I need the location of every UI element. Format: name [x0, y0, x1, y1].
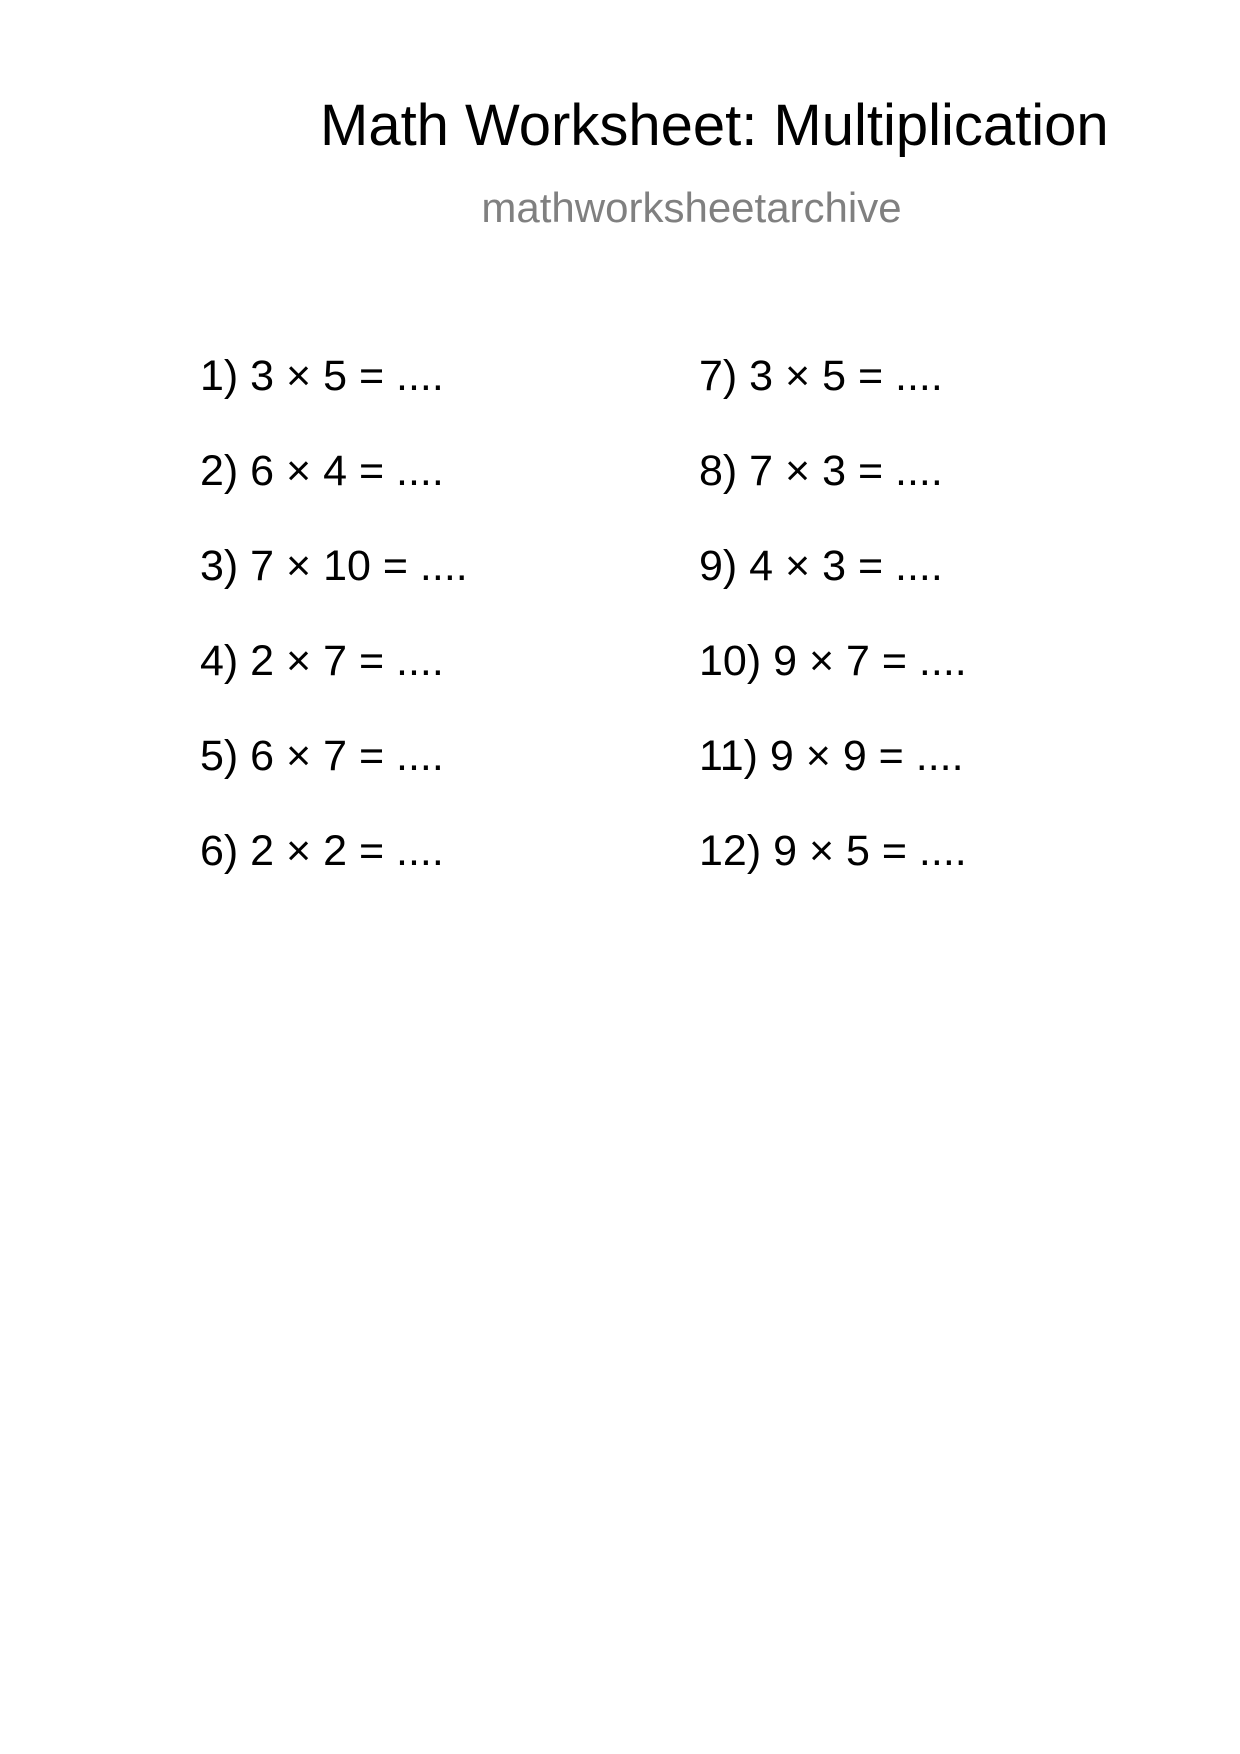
- problem-2: 2) 6 × 4 = ....: [200, 447, 444, 495]
- problem-8: 8) 7 × 3 = ....: [699, 447, 943, 495]
- problem-1: 1) 3 × 5 = ....: [200, 352, 444, 400]
- problem-10: 10) 9 × 7 = ....: [699, 637, 967, 685]
- problem-column-right: [699, 350, 967, 920]
- problem-6: 6) 2 × 2 = ....: [200, 827, 444, 875]
- problem-5: 5) 6 × 7 = ....: [200, 732, 444, 780]
- problem-9: 9) 4 × 3 = ....: [699, 542, 943, 590]
- page-title: Math Worksheet: Multiplication: [320, 93, 1109, 158]
- problem-7: 7) 3 × 5 = ....: [699, 352, 943, 400]
- problem-3: 3) 7 × 10 = ....: [200, 542, 468, 590]
- problem-11: 11) 9 × 9 = ....: [699, 732, 964, 780]
- page-subtitle: mathworksheetarchive: [481, 184, 902, 231]
- problem-12: 12) 9 × 5 = ....: [699, 827, 967, 875]
- problem-column-left: [200, 350, 468, 920]
- problem-4: 4) 2 × 7 = ....: [200, 637, 444, 685]
